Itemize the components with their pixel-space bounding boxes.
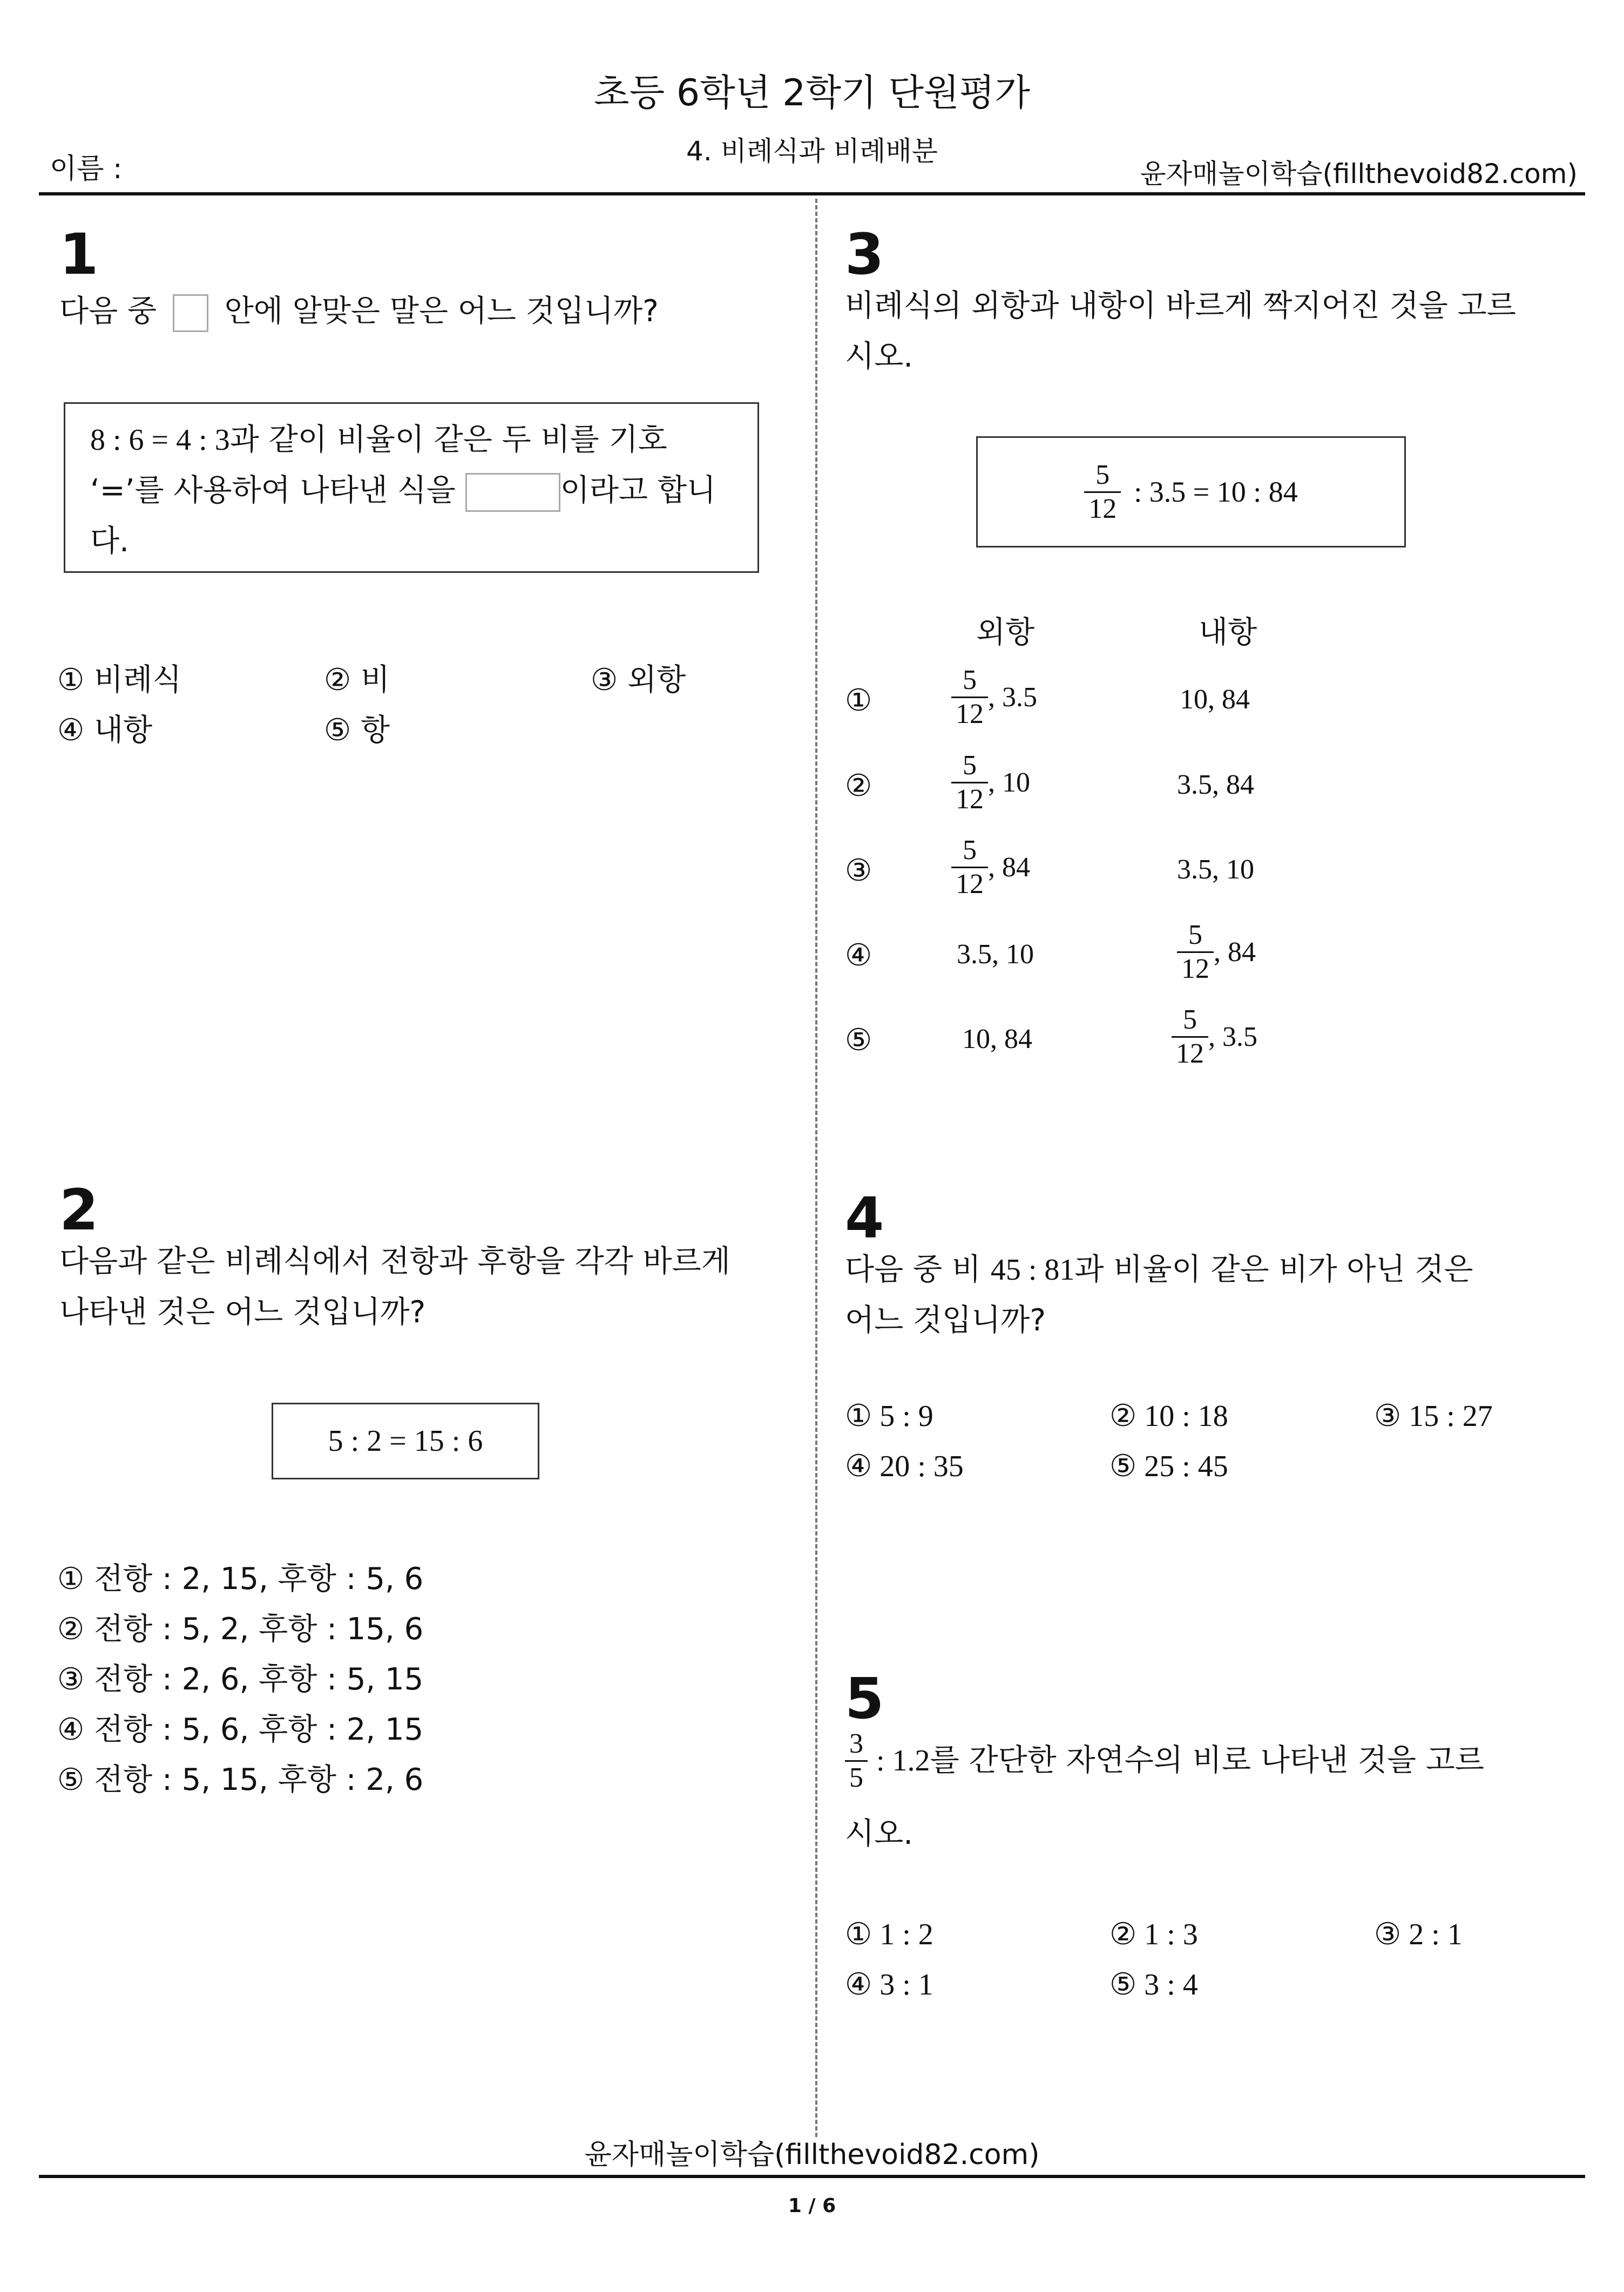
q3-option-4-fraction <box>1177 919 1214 985</box>
fraction-numerator: 3 <box>849 1728 863 1759</box>
q3-option-1-outer-rest: , 3.5 <box>988 681 1037 713</box>
fraction-numerator: 5 <box>1188 919 1202 950</box>
q3-option-1-marker[interactable]: ① <box>845 683 872 718</box>
question-2-number: 2 <box>59 1177 99 1243</box>
page-title: 초등 6학년 2학기 단원평가 <box>593 72 1031 114</box>
q3-option-1-fraction <box>951 664 988 731</box>
question-2-prompt-line-2: 나타낸 것은 어느 것입니까? <box>59 1295 426 1330</box>
definition-line-1 <box>90 415 738 465</box>
question-4-prompt-line-2: 어느 것입니까? <box>845 1303 1046 1338</box>
q3-option-5-fraction <box>1172 1004 1208 1070</box>
q3-option-1-outer <box>951 664 1037 731</box>
q1-option-4[interactable]: ④ 내항 <box>57 713 153 748</box>
question-2-proportion-box: 5 : 2 = 15 : 6 <box>272 1403 539 1479</box>
q2-option-5[interactable]: ⑤ 전항 : 5, 15, 후항 : 2, 6 <box>57 1762 424 1797</box>
q3-option-1-inner: 10, 84 <box>1180 684 1250 715</box>
question-3-proportion-box <box>976 436 1406 547</box>
question-2-prompt-line-1: 다음과 같은 비례식에서 전항과 후항을 각각 바르게 <box>59 1244 730 1279</box>
fraction-numerator: 5 <box>1183 1004 1197 1035</box>
q3-option-2-fraction <box>951 749 988 816</box>
q2-option-1[interactable]: ① 전항 : 2, 15, 후항 : 5, 6 <box>57 1561 424 1597</box>
question-2-prompt <box>59 1236 730 1338</box>
q3-option-2-inner: 3.5, 84 <box>1177 769 1254 800</box>
definition-line-3: 다. <box>90 524 129 559</box>
question-5-prompt-line-2: 시오. <box>845 1816 913 1851</box>
definition-text-2: ‘=’를 사용하여 나타낸 식을 <box>90 473 456 508</box>
fraction-numerator: 5 <box>1095 459 1110 490</box>
question-1-number: 1 <box>59 221 99 287</box>
fraction-denominator: 12 <box>951 782 988 816</box>
question-5-fraction <box>845 1728 868 1794</box>
fraction-denominator: 12 <box>951 867 988 901</box>
q3-option-5-inner-rest: , 3.5 <box>1208 1021 1257 1052</box>
column-header-outer: 외항 <box>976 615 1035 650</box>
definition-line-2 <box>90 465 738 516</box>
q2-option-2[interactable]: ② 전항 : 5, 2, 후항 : 15, 6 <box>57 1612 424 1647</box>
question-1-definition-box <box>64 402 759 573</box>
question-3-prompt-line-2: 시오. <box>845 339 913 374</box>
q1-option-2[interactable]: ② 비 <box>324 662 390 698</box>
question-3-prompt <box>845 281 1516 382</box>
box-proportion-rest: : 3.5 = 10 : 84 <box>1134 476 1298 508</box>
q3-option-5-outer: 10, 84 <box>962 1024 1032 1054</box>
q3-option-3-fraction <box>951 834 988 901</box>
q3-option-3-outer-rest: , 84 <box>988 851 1030 883</box>
question-5-number: 5 <box>845 1666 884 1732</box>
fraction-denominator: 5 <box>845 1760 868 1794</box>
q4-option-2[interactable]: ② 10 : 18 <box>1109 1399 1228 1433</box>
box-fraction <box>1084 459 1121 525</box>
definition-text-1: 과 같이 비율이 같은 두 비를 기호 <box>229 422 667 457</box>
q2-option-3[interactable]: ③ 전항 : 2, 6, 후항 : 5, 15 <box>57 1662 424 1697</box>
q5-option-4[interactable]: ④ 3 : 1 <box>845 1968 933 2002</box>
question-4-prompt <box>845 1245 1473 1346</box>
unit-subtitle: 4. 비례식과 비례배분 <box>686 136 938 167</box>
question-4-prompt-start: 다음 중 비 <box>845 1252 981 1287</box>
q3-option-4-outer: 3.5, 10 <box>957 939 1034 970</box>
column-divider <box>815 199 817 2137</box>
q3-option-4-inner-rest: , 84 <box>1214 936 1256 968</box>
question-5-ratio: : 1.2 <box>876 1744 930 1778</box>
q5-option-5[interactable]: ⑤ 3 : 4 <box>1109 1968 1198 2002</box>
fraction-numerator: 5 <box>963 750 977 781</box>
q4-option-3[interactable]: ③ 15 : 27 <box>1374 1399 1493 1433</box>
column-header-inner: 내항 <box>1199 615 1257 650</box>
footer-site: 윤자매놀이학습(fillthevoid82.com) <box>584 2139 1040 2171</box>
fraction-denominator: 12 <box>1084 491 1121 525</box>
definition-proportion: 8 : 6 = 4 : 3 <box>90 423 230 457</box>
fraction-denominator: 12 <box>1172 1036 1208 1070</box>
question-3-prompt-line-1: 비례식의 외항과 내항이 바르게 짝지어진 것을 고르 <box>845 288 1516 323</box>
q2-option-4[interactable]: ④ 전항 : 5, 6, 후항 : 2, 15 <box>57 1712 424 1747</box>
question-4-ratio: 45 : 81 <box>990 1253 1075 1287</box>
fraction-numerator: 5 <box>963 835 977 866</box>
question-5-prompt-end: 를 간단한 자연수의 비로 나타낸 것을 고르 <box>930 1743 1484 1779</box>
definition-blank <box>465 473 560 512</box>
q1-option-1[interactable]: ① 비례식 <box>57 662 182 698</box>
fraction-numerator: 5 <box>963 665 977 695</box>
footer-divider <box>39 2175 1585 2178</box>
q3-option-2-outer-rest: , 10 <box>988 767 1030 798</box>
header-site: 윤자매놀이학습(fillthevoid82.com) <box>1140 158 1578 190</box>
header-divider <box>39 192 1585 195</box>
question-4-prompt-end: 과 비율이 같은 비가 아닌 것은 <box>1074 1252 1473 1287</box>
question-1-prompt-end: 안에 알맞은 말은 어느 것입니까? <box>224 294 659 329</box>
question-5-prompt-line-1 <box>845 1728 1484 1794</box>
question-1-prompt <box>59 286 659 337</box>
q1-option-5[interactable]: ⑤ 항 <box>324 713 390 748</box>
definition-text-3: 이라고 합니 <box>560 473 716 508</box>
q3-option-5-marker[interactable]: ⑤ <box>845 1023 872 1058</box>
q3-option-4-marker[interactable]: ④ <box>845 938 872 973</box>
question-1-prompt-start: 다음 중 <box>59 294 157 329</box>
q3-option-3-marker[interactable]: ③ <box>845 853 872 888</box>
question-3-number: 3 <box>845 221 884 287</box>
q4-option-4[interactable]: ④ 20 : 35 <box>845 1450 964 1483</box>
name-label: 이름 : <box>50 153 123 185</box>
page-number: 1 / 6 <box>788 2195 836 2217</box>
question-4-prompt-line-1 <box>845 1245 1473 1295</box>
q3-option-4-inner <box>1177 919 1256 985</box>
fraction-denominator: 12 <box>1177 951 1214 985</box>
q5-option-3[interactable]: ③ 2 : 1 <box>1374 1918 1463 1951</box>
q3-option-2-marker[interactable]: ② <box>845 768 872 803</box>
q3-option-3-inner: 3.5, 10 <box>1177 854 1254 885</box>
q3-option-3-outer <box>951 834 1030 901</box>
answer-blank <box>173 294 208 332</box>
question-4-number: 4 <box>845 1185 884 1251</box>
q5-option-1[interactable]: ① 1 : 2 <box>845 1918 933 1951</box>
q1-option-3[interactable]: ③ 외항 <box>591 662 686 698</box>
q3-option-2-outer <box>951 749 1030 816</box>
q4-option-5[interactable]: ⑤ 25 : 45 <box>1109 1450 1228 1483</box>
fraction-denominator: 12 <box>951 697 988 731</box>
q5-option-2[interactable]: ② 1 : 3 <box>1109 1918 1198 1951</box>
q3-option-5-inner <box>1172 1004 1257 1070</box>
q4-option-1[interactable]: ① 5 : 9 <box>845 1399 933 1433</box>
